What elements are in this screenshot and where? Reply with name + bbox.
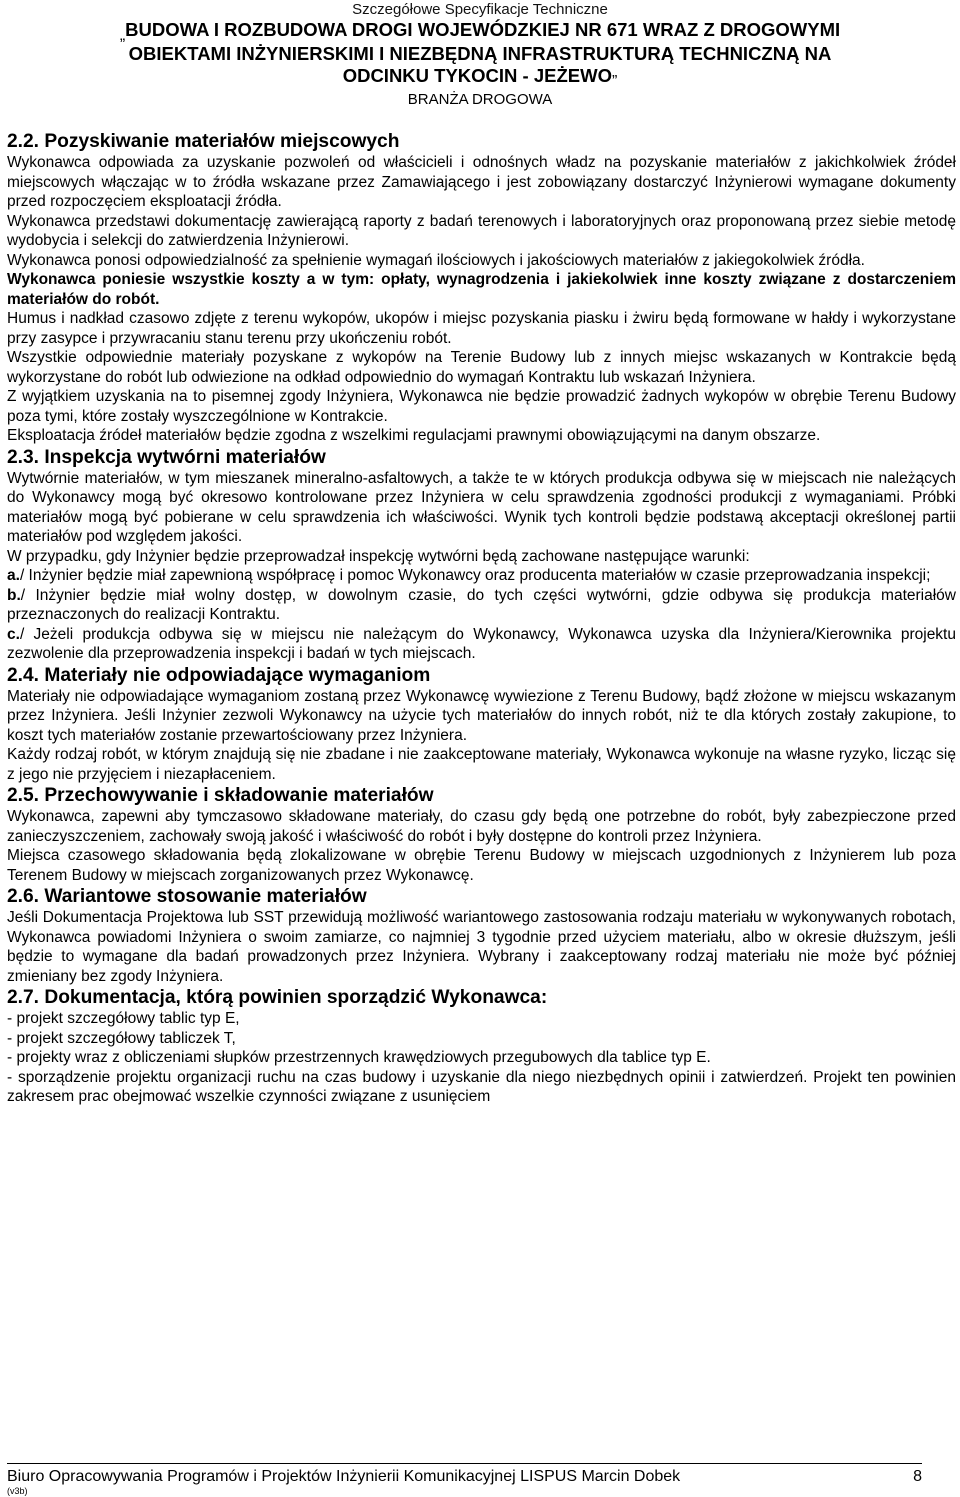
paragraph: Wszystkie odpowiednie materiały pozyskane z wykopów na Terenie Budowy lub z innych miejsc wskazanych w Kontrakcie będą wykorzystane do robót lub odwiezione na odkład odpowiednio do wymagań Kontraktu lub wskazań Inżyniera. xyxy=(7,349,956,386)
item-text: / Inżynier będzie miał zapewnioną współpracę i pomoc Wykonawcy oraz producenta materiałów w czasie przeprowadzania inspekcji; xyxy=(19,567,931,584)
paragraph: Każdy rodzaj robót, w którym znajdują się nie zbadane i nie zaakceptowane materiały, Wykonawca wykonuje na własne ryzyko, licząc się z jego nie przyjęciem i niezapłaceniem. xyxy=(7,746,956,783)
project-title xyxy=(0,19,960,89)
condition-item xyxy=(7,625,956,664)
paragraph: W przypadku, gdy Inżynier będzie przeprowadzał inspekcję wytwórni będą zachowane następujące warunki: xyxy=(7,547,750,565)
paragraph: Jeśli Dokumentacja Projektowa lub SST przewidują możliwość wariantowego zastosowania rodzaju materiału w wykonywanych robotach, Wykonawca powiadomi Inżyniera o swoim zamiarze, co najmniej 3 tygodnie przed użyciem materiału, albo w okresie dłuższym, jeśli będzie to wymagane dla badań prowadzonych przez Inżyniera. Wybrany i zaakceptowany rodzaj materiału nie może być później zmieniany bez zgody Inżyniera. xyxy=(7,909,956,985)
condition-item xyxy=(7,566,956,586)
list-item: - sporządzenie projektu organizacji ruchu na czas budowy i uzyskanie dla niego niezbędnych opinii i zatwierdzeń. Projekt ten powinien zakresem prac obejmować wszelkie czynności związane z usunięciem xyxy=(7,1068,956,1105)
paragraph: Wykonawca, zapewni aby tymczasowo składowane materiały, do czasu gdy będą one potrzebne do robót, były zabezpieczone przed zanieczyszczeniem, zachowały swoją jakość i właściwość do robót i były dostępne do kontroli przez Inżyniera. xyxy=(7,808,956,845)
page-header xyxy=(0,0,960,109)
paragraph: Wykonawca odpowiada za uzyskanie pozwoleń od właścicieli i odnośnych władz na pozyskanie materiałów z jakichkolwiek źródeł miejscowych włączając w to źródła wskazane przez Zamawiającego i jest zobowiązany dostarczyć Inżynierowi wymagane dokumenty przed rozpoczęciem eksploatacji źródła. xyxy=(7,154,956,210)
section-heading: 2.7. Dokumentacja, którą powinien sporządzić Wykonawca: xyxy=(7,987,548,1008)
section-heading: 2.2. Pozyskiwanie materiałów miejscowych xyxy=(7,131,400,152)
title-line-3: ODCINKU TYKOCIN - JEŻEWO xyxy=(342,65,612,86)
branch-label: BRANŻA DROGOWA xyxy=(407,91,553,108)
footer-company: Biuro Opracowywania Programów i Projektów Inżynierii Komunikacyjnej LISPUS Marcin Dobek xyxy=(7,1468,681,1485)
item-text: / Jeżeli produkcja odbywa się w miejscu nie należącym do Wykonawcy, Wykonawca uzyska dla Inżyniera/Kierownika projektu zezwolenie dla przeprowadzenia inspekcji i badań w tych miejscach. xyxy=(7,625,956,662)
item-text: / Inżynier będzie miał wolny dostęp, w dowolnym czasie, do tych części wytwórni, gdzie odbywa się produkcja materiałów przeznaczonych do realizacji Kontraktu. xyxy=(7,586,956,623)
item-label: a. xyxy=(7,567,20,584)
page-footer xyxy=(7,1463,922,1497)
title-line-1: BUDOWA I ROZBUDOWA DROGI WOJEWÓDZKIEJ NR 671 WRAZ Z DROGOWYMI xyxy=(125,19,841,40)
title-line-2: OBIEKTAMI INŻYNIERSKIMI I NIEZBĘDNĄ INFRASTRUKTURĄ TECHNICZNĄ NA xyxy=(128,43,832,64)
page-number: 8 xyxy=(913,1468,922,1485)
paragraph: Wykonawca przedstawi dokumentację zawierającą raporty z badań terenowych i laboratoryjnych oraz proponowaną przez siebie metodę wydobycia i selekcji do zatwierdzenia Inżynierowi. xyxy=(7,212,956,249)
paragraph: Eksploatacja źródeł materiałów będzie zgodna z wszelkimi regulacjami prawnymi obowiązującymi na danym obszarze. xyxy=(7,427,821,444)
list-item: - projekt szczegółowy tablic typ E, xyxy=(7,1010,240,1027)
paragraph: Wytwórnie materiałów, w tym mieszanek mineralno-asfaltowych, a także te w których produkcja odbywa się w miejscach nie należących do Wykonawcy mogą być okresowo kontrolowane przez Inżyniera w celu sprawdzenia zgodności produkcji z wymaganiami. Próbki materiałów mogą być pobierane w celu sprawdzenia ich właściwości. Wynik tych kontroli będzie podstawą akceptacji określonej partii materiałów pod względem jakości. xyxy=(7,469,956,545)
paragraph: Wykonawca ponosi odpowiedzialność za spełnienie wymagań ilościowych i jakościowych materiałów z jakiegokolwiek źródła. xyxy=(7,251,865,269)
item-label: b. xyxy=(7,586,21,604)
spec-label: Szczegółowe Specyfikacje Techniczne xyxy=(352,1,608,18)
bold-paragraph: Wykonawca poniesie wszystkie koszty a w tym: opłaty, wynagrodzenia i jakiekolwiek inne koszty związane z dostarczeniem materiałów do robót. xyxy=(7,271,956,308)
paragraph: Z wyjątkiem uzyskania na to pisemnej zgody Inżyniera, Wykonawca nie będzie prowadzić żadnych wykopów w obrębie Terenu Budowy poza tymi, które zostały wyszczególnione w Kontrakcie. xyxy=(7,388,956,425)
paragraph: Materiały nie odpowiadające wymaganiom zostaną przez Wykonawcę wywiezione z Terenu Budowy, bądź złożone w miejscu wskazanym przez Inżyniera. Jeśli Inżynier zezwoli Wykonawcy na użycie tych materiałów do innych robót, niż te dla których zostały zakupione, to koszt tych materiałów zostanie przewartościowany przez Inżyniera. xyxy=(7,687,956,744)
section-heading: 2.5. Przechowywanie i składowanie materiałów xyxy=(7,785,434,806)
document-body xyxy=(7,130,956,1107)
section-heading: 2.6. Wariantowe stosowanie materiałów xyxy=(7,886,367,907)
condition-item xyxy=(7,586,956,625)
list-item: - projekty wraz z obliczeniami słupków przestrzennych krawędziowych przegubowych dla tablice typ E. xyxy=(7,1049,711,1066)
section-heading: 2.3. Inspekcja wytwórni materiałów xyxy=(7,446,326,468)
close-quote: ” xyxy=(611,73,618,90)
item-label: c. xyxy=(7,625,20,643)
list-item: - projekt szczegółowy tabliczek T, xyxy=(7,1029,236,1047)
version-label: (v3b) xyxy=(7,1486,28,1496)
paragraph: Humus i nadkład czasowo zdjęte z terenu wykopów, ukopów i miejsc pozyskania piasku i żwiru będą formowane w hałdy i wykorzystane przy zasypce i przywracaniu stanu terenu przy ukończeniu robót. xyxy=(7,310,956,347)
section-heading: 2.4. Materiały nie odpowiadające wymaganiom xyxy=(7,664,431,686)
open-quote: „ xyxy=(119,27,126,44)
paragraph: Miejsca czasowego składowania będą zlokalizowane w obrębie Terenu Budowy w miejscach uzgodnionych z Inżynierem lub poza Terenem Budowy w miejscach zorganizowanych przez Wykonawcę. xyxy=(7,847,956,884)
